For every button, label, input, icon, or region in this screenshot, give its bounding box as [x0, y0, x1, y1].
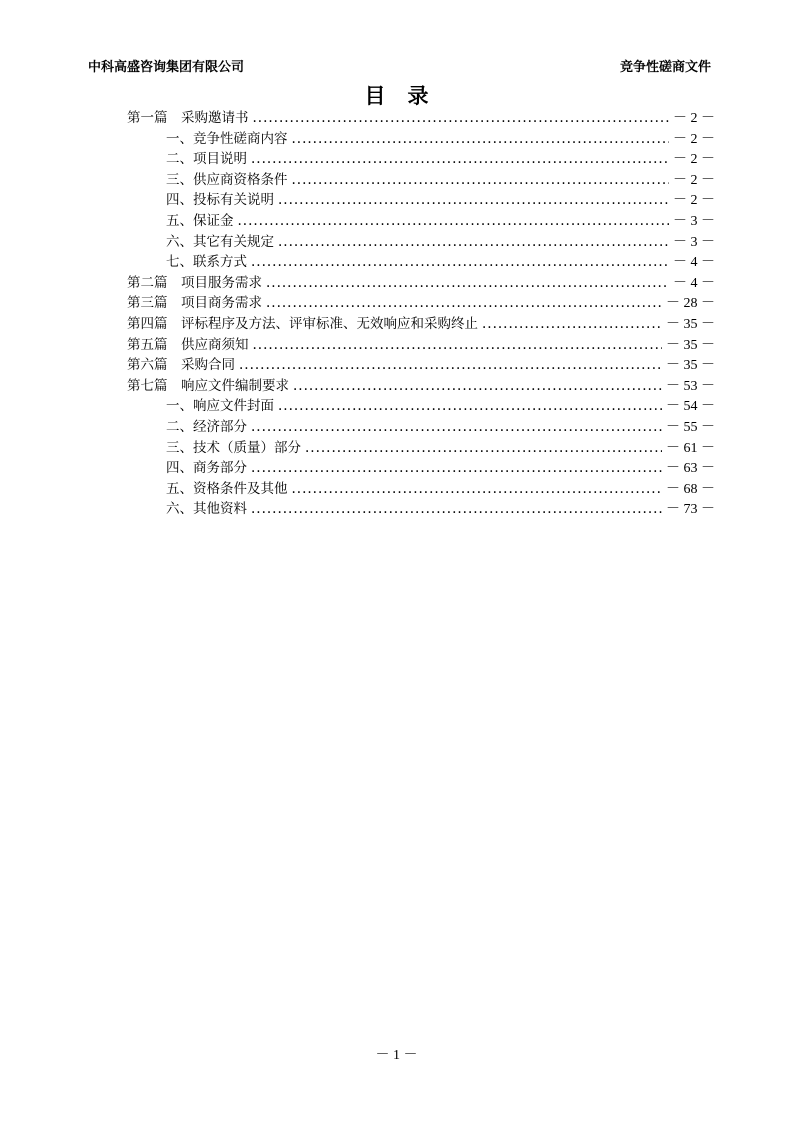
- toc-dot-leader: [253, 108, 670, 129]
- toc-entry[interactable]: [127, 293, 715, 314]
- toc-entry-label: 二、项目说明: [166, 151, 247, 168]
- toc-dot-leader: [293, 376, 662, 397]
- toc-entry-page: － 2 －: [673, 111, 715, 126]
- toc-dot-leader: [305, 438, 662, 459]
- toc-entry-page: － 4 －: [673, 255, 715, 271]
- toc-entry-label: 七、联系方式: [166, 254, 247, 271]
- toc-entry-label: 三、供应商资格条件: [166, 171, 288, 188]
- toc-entry[interactable]: [127, 458, 715, 479]
- toc-entry-page: － 73 －: [666, 502, 715, 518]
- toc-entry-label: 五、保证金: [166, 212, 234, 229]
- toc-dot-leader: [266, 293, 662, 314]
- toc-entry-page: － 2 －: [673, 172, 715, 188]
- toc-dot-leader: [292, 170, 670, 191]
- toc-dot-leader: [292, 129, 670, 150]
- toc-entry-page: － 2 －: [673, 152, 715, 168]
- toc-dot-leader: [292, 479, 663, 500]
- toc-entry-page: － 53 －: [666, 378, 715, 394]
- toc-entry-label: 第三篇 项目商务需求: [127, 295, 262, 312]
- toc-dot-leader: [239, 355, 662, 376]
- toc-entry-page: － 61 －: [666, 440, 715, 456]
- toc-entry-label: 四、投标有关说明: [166, 192, 274, 209]
- toc-dot-leader: [251, 252, 669, 273]
- toc-entry-page: － 63 －: [666, 461, 715, 477]
- toc-entry-page: － 35 －: [666, 316, 715, 332]
- toc-entry-label: 一、响应文件封面: [166, 398, 274, 415]
- page-header: [88, 56, 711, 76]
- toc-entry-label: 二、经济部分: [166, 418, 247, 435]
- toc-dot-leader: [266, 273, 669, 294]
- toc-entry-label: 第七篇 响应文件编制要求: [127, 377, 289, 394]
- toc-entry-label: 第五篇 供应商须知: [127, 336, 249, 353]
- toc-entry[interactable]: [127, 149, 715, 170]
- toc-entry[interactable]: [127, 170, 715, 191]
- toc-entry[interactable]: [127, 190, 715, 211]
- toc-entry[interactable]: [127, 396, 715, 417]
- toc-entry-label: 三、技术（质量）部分: [166, 439, 301, 456]
- toc-entry-label: 一、竞争性磋商内容: [166, 130, 288, 147]
- toc-dot-leader: [251, 458, 662, 479]
- toc-entry[interactable]: [127, 108, 715, 129]
- toc-entry[interactable]: [127, 211, 715, 232]
- toc-dot-leader: [253, 335, 663, 356]
- table-of-contents: [127, 108, 715, 520]
- header-document-type: 竞争性磋商文件: [619, 60, 711, 75]
- toc-entry[interactable]: [127, 417, 715, 438]
- toc-dot-leader: [278, 232, 669, 253]
- toc-entry[interactable]: [127, 438, 715, 459]
- toc-dot-leader: [238, 211, 670, 232]
- toc-entry-page: － 3 －: [673, 213, 715, 229]
- toc-dot-leader: [278, 190, 669, 211]
- toc-entry-page: － 35 －: [666, 337, 715, 353]
- toc-dot-leader: [251, 149, 669, 170]
- toc-entry-page: － 3 －: [673, 234, 715, 250]
- toc-dot-leader: [278, 396, 662, 417]
- toc-dot-leader: [251, 499, 662, 520]
- toc-entry-label: 第六篇 采购合同: [127, 357, 235, 374]
- toc-entry-label: 六、其他资料: [166, 501, 247, 518]
- toc-dot-leader: [482, 314, 662, 335]
- toc-entry-label: 第二篇 项目服务需求: [127, 274, 262, 291]
- toc-entry-page: － 54 －: [666, 399, 715, 415]
- header-company-name: 中科高盛咨询集团有限公司: [88, 60, 245, 75]
- toc-entry[interactable]: [127, 335, 715, 356]
- toc-entry-page: － 2 －: [673, 193, 715, 209]
- toc-entry-page: － 55 －: [666, 419, 715, 435]
- toc-entry[interactable]: [127, 355, 715, 376]
- toc-title: 目录: [364, 84, 451, 108]
- toc-entry[interactable]: [127, 376, 715, 397]
- toc-entry-label: 五、资格条件及其他: [166, 480, 288, 497]
- toc-entry[interactable]: [127, 252, 715, 273]
- toc-entry[interactable]: [127, 479, 715, 500]
- toc-entry-page: － 68 －: [666, 481, 715, 497]
- toc-entry[interactable]: [127, 499, 715, 520]
- toc-entry-page: － 4 －: [673, 275, 715, 291]
- toc-entry[interactable]: [127, 314, 715, 335]
- toc-entry-label: 六、其它有关规定: [166, 233, 274, 250]
- toc-entry-page: － 28 －: [666, 296, 715, 312]
- page-number: － 1 －: [375, 1048, 418, 1063]
- toc-entry-label: 四、商务部分: [166, 460, 247, 477]
- toc-entry-label: 第四篇 评标程序及方法、评审标准、无效响应和采购终止: [127, 315, 478, 332]
- toc-dot-leader: [251, 417, 662, 438]
- toc-entry-page: － 2 －: [673, 131, 715, 147]
- toc-entry-page: － 35 －: [666, 358, 715, 374]
- toc-entry-label: 第一篇 采购邀请书: [127, 110, 249, 126]
- toc-entry[interactable]: [127, 232, 715, 253]
- toc-entry[interactable]: [127, 129, 715, 150]
- toc-entry[interactable]: [127, 273, 715, 294]
